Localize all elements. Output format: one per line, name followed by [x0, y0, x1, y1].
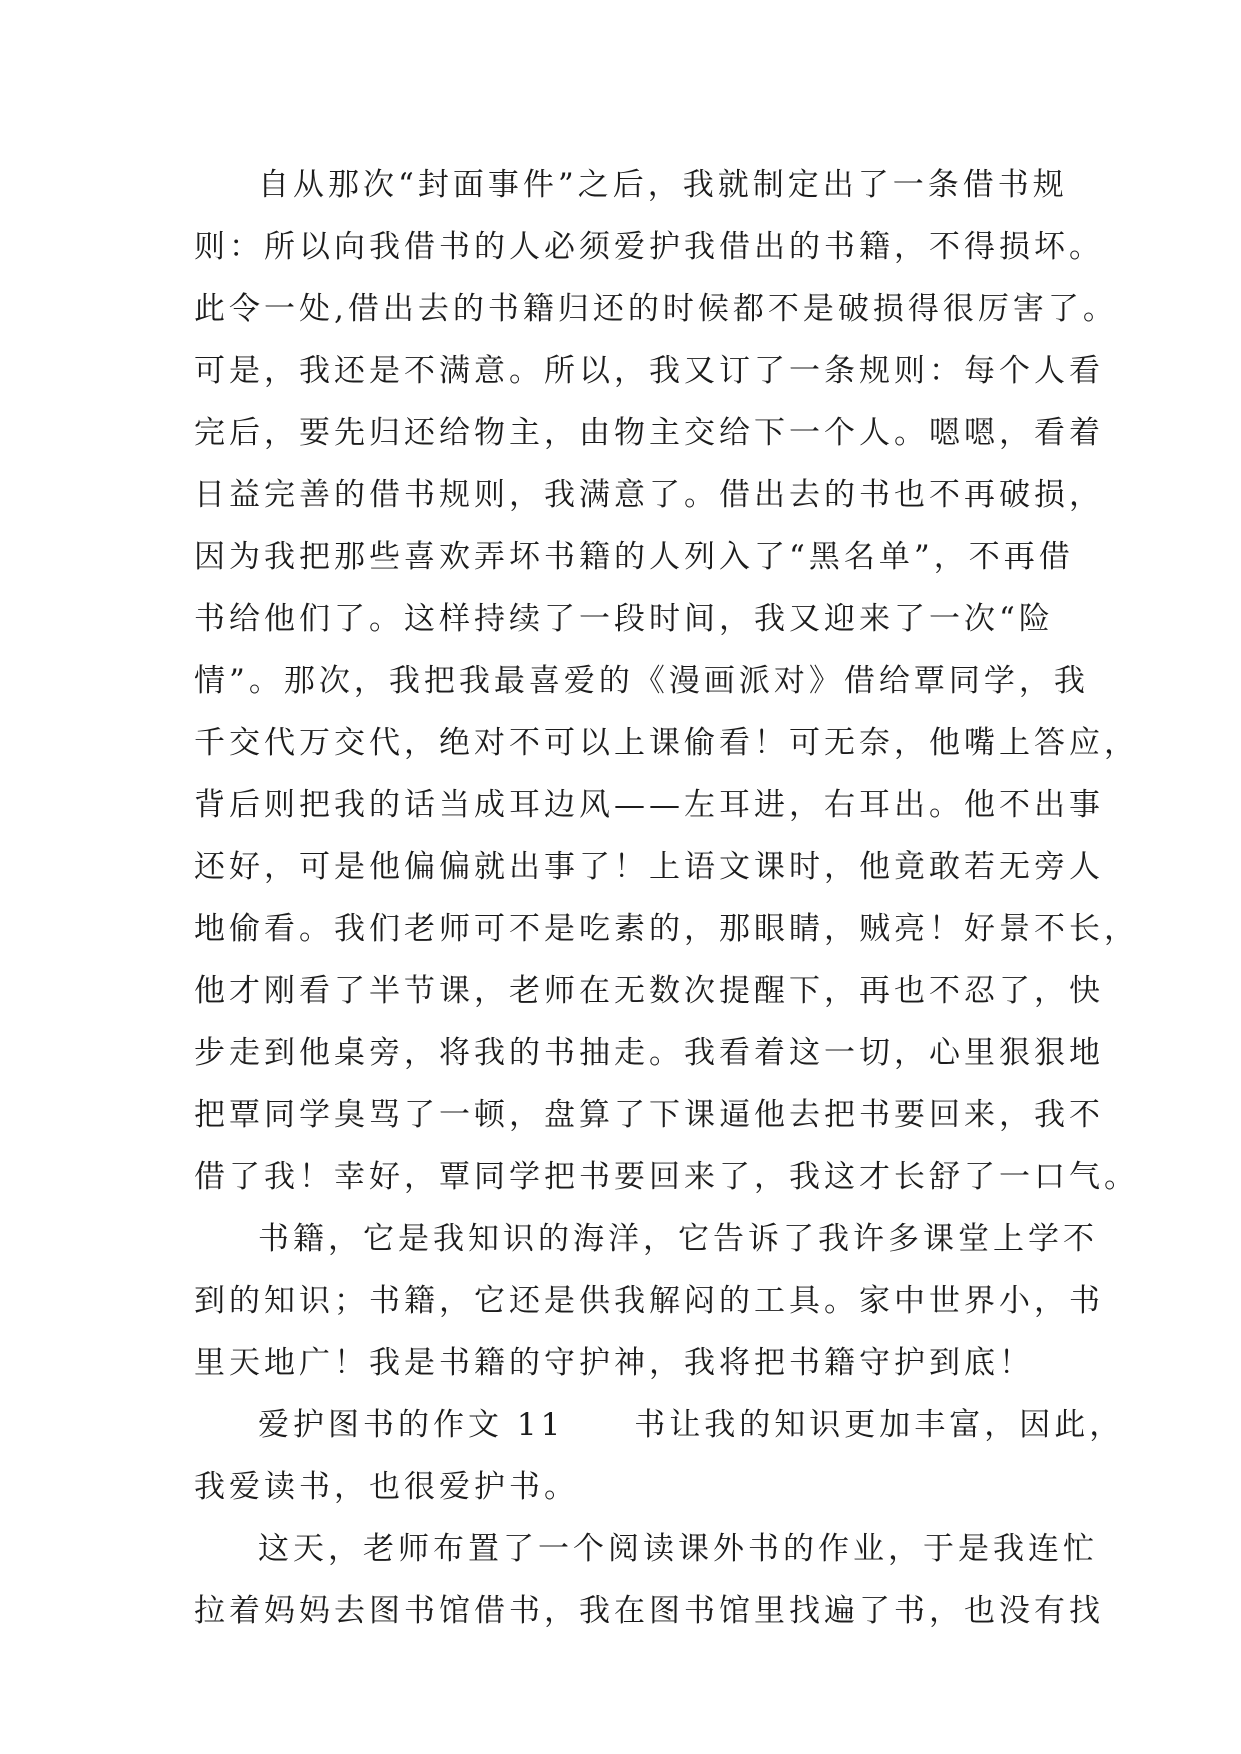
paragraph-line: 拉着妈妈去图书馆借书，我在图书馆里找遍了书，也没有找 — [194, 1593, 1104, 1629]
paragraph-line: 自从那次“封面事件”之后，我就制定出了一条借书规 — [258, 167, 1068, 203]
paragraph-line: 完后，要先归还给物主，由物主交给下一个人。嗯嗯，看着 — [194, 415, 1104, 451]
paragraph-line: 把覃同学臭骂了一顿，盘算了下课逼他去把书要回来，我不 — [194, 1097, 1104, 1133]
paragraph-line: 日益完善的借书规则，我满意了。借出去的书也不再破损， — [194, 477, 1104, 513]
paragraph-line: 他才刚看了半节课，老师在无数次提醒下，再也不忍了，快 — [194, 973, 1104, 1009]
paragraph-line: 情”。那次，我把我最喜爱的《漫画派对》借给覃同学，我 — [194, 663, 1089, 699]
paragraph-line: 可是，我还是不满意。所以，我又订了一条规则：每个人看 — [194, 353, 1104, 389]
paragraph-line: 爱护图书的作文 11 书让我的知识更加丰富，因此， — [258, 1407, 1125, 1443]
paragraph-line: 书籍，它是我知识的海洋，它告诉了我许多课堂上学不 — [258, 1221, 1098, 1257]
paragraph-line: 因为我把那些喜欢弄坏书籍的人列入了“黑名单”，不再借 — [194, 539, 1074, 575]
paragraph-line: 步走到他桌旁，将我的书抽走。我看着这一切，心里狠狠地 — [194, 1035, 1104, 1071]
paragraph-line: 我爱读书，也很爱护书。 — [194, 1469, 579, 1505]
paragraph-line: 到的知识；书籍，它还是供我解闷的工具。家中世界小，书 — [194, 1283, 1104, 1319]
paragraph-line: 还好，可是他偏偏就出事了！上语文课时，他竟敢若无旁人 — [194, 849, 1104, 885]
paragraph-line: 书给他们了。这样持续了一段时间，我又迎来了一次“险 — [194, 601, 1054, 637]
paragraph-line: 背后则把我的话当成耳边风——左耳进，右耳出。他不出事 — [194, 787, 1104, 823]
paragraph-line: 借了我！幸好，覃同学把书要回来了，我这才长舒了一口气。 — [194, 1159, 1139, 1195]
paragraph-line: 里天地广！我是书籍的守护神，我将把书籍守护到底！ — [194, 1345, 1034, 1381]
paragraph-line: 千交代万交代，绝对不可以上课偷看！可无奈，他嘴上答应， — [194, 725, 1139, 761]
paragraph-line: 此令一处,借出去的书籍归还的时候都不是破损得很厉害了。 — [194, 291, 1118, 327]
paragraph-line: 地偷看。我们老师可不是吃素的，那眼睛，贼亮！好景不长， — [194, 911, 1139, 947]
paragraph-line: 则：所以向我借书的人必须爱护我借出的书籍，不得损坏。 — [194, 229, 1104, 265]
paragraph-line: 这天，老师布置了一个阅读课外书的作业，于是我连忙 — [258, 1531, 1098, 1567]
